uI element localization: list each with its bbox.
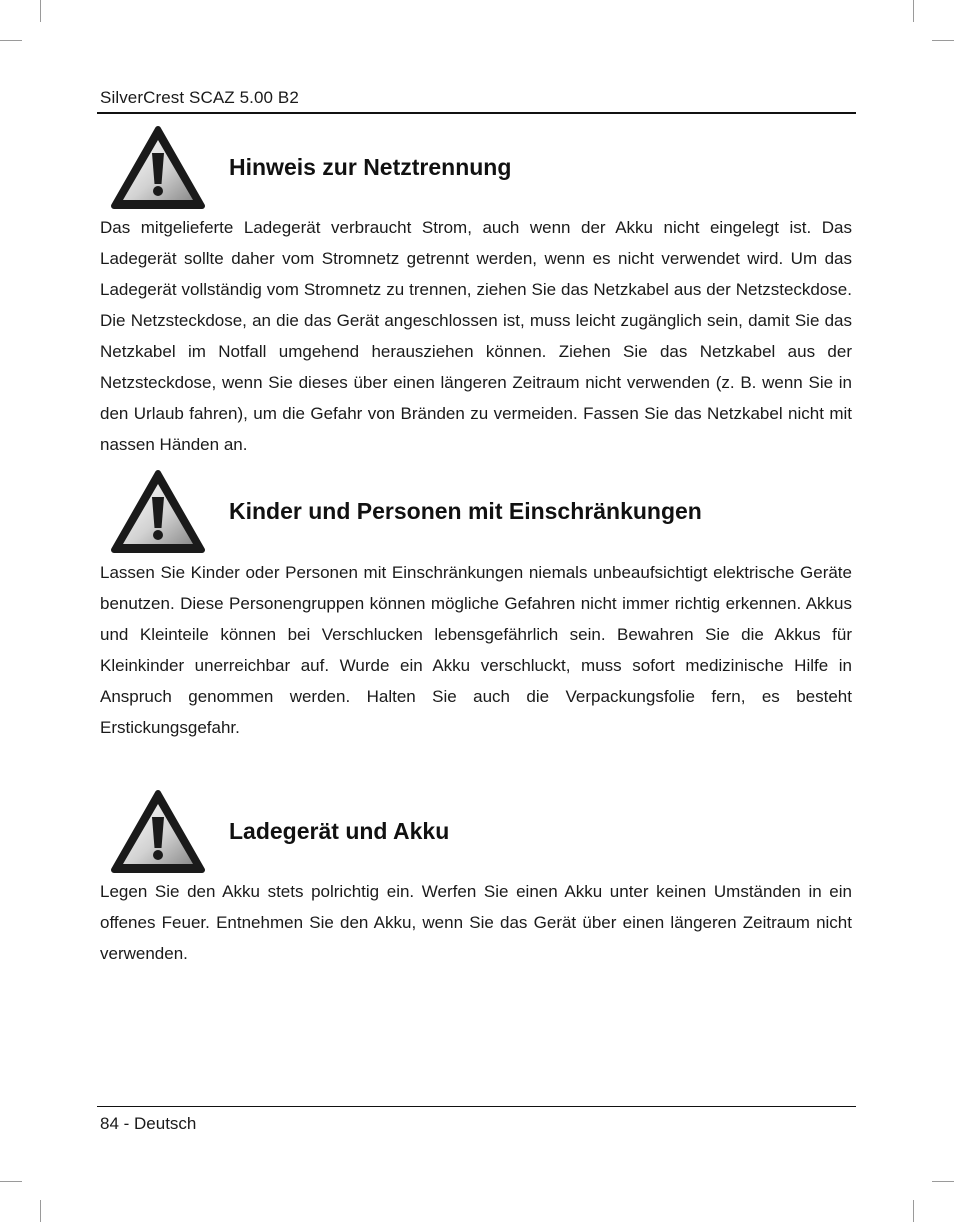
warning-triangle-icon [110,469,206,555]
crop-mark [913,0,914,22]
crop-mark [40,0,41,22]
section-body: Das mitgelieferte Ladegerät verbraucht Strom, auch wenn der Akku nicht eingelegt ist. Das Ladegerät sollte daher vom Stromnetz getrennt werden, wenn es nicht verwendet wird. Um das Ladegerät vollständig vom Stromnetz zu trennen, ziehen Sie das Netzkabel aus der Netzsteckdose. Die Netzsteckdose, an die das Gerät angeschlossen ist, muss leicht zugänglich sein, damit Sie das Netzkabel im Notfall umgehend herausziehen können. Ziehen Sie das Netzkabel aus der Netzsteckdose, wenn Sie dieses über einen längeren Zeitraum nicht verwenden (z. B. wenn Sie in den Urlaub fahren), um die Gefahr von Bränden zu vermeiden. Fassen Sie das Netzkabel nicht mit nassen Händen an. [100,218,852,454]
crop-mark [0,40,22,41]
section-title: Kinder und Personen mit Einschränkungen [229,498,702,524]
crop-mark [932,40,954,41]
section-body: Legen Sie den Akku stets polrichtig ein. Werfen Sie einen Akku unter keinen Umständen in ein offenes Feuer. Entnehmen Sie den Akku, wenn Sie das Gerät über einen längeren Zeitraum nicht verwenden. [100,882,852,963]
crop-mark [913,1200,914,1222]
crop-mark [40,1200,41,1222]
page-number: 84 - Deutsch [100,1114,197,1133]
warning-triangle-icon [110,125,206,211]
warning-triangle-icon [110,789,206,875]
section-title: Ladegerät und Akku [229,818,450,844]
crop-mark [932,1181,954,1182]
section-body: Lassen Sie Kinder oder Personen mit Einschränkungen niemals unbeaufsichtigt elektrische Geräte benutzen. Diese Personengruppen können mögliche Gefahren nicht immer richtig erkennen. Akkus und Kleinteile können bei Verschlucken lebensgefährlich sein. Bewahren Sie die Akkus für Kleinkinder unerreichbar auf. Wurde ein Akku verschluckt, muss sofort medizinische Hilfe in Anspruch genommen werden. Halten Sie auch die Verpackungsfolie fern, es besteht Erstickungsgefahr. [100,563,852,737]
document-header: SilverCrest SCAZ 5.00 B2 [100,88,299,107]
footer-rule [97,1106,856,1107]
header-rule [97,112,856,114]
section-title: Hinweis zur Netztrennung [229,154,512,180]
crop-mark [0,1181,22,1182]
